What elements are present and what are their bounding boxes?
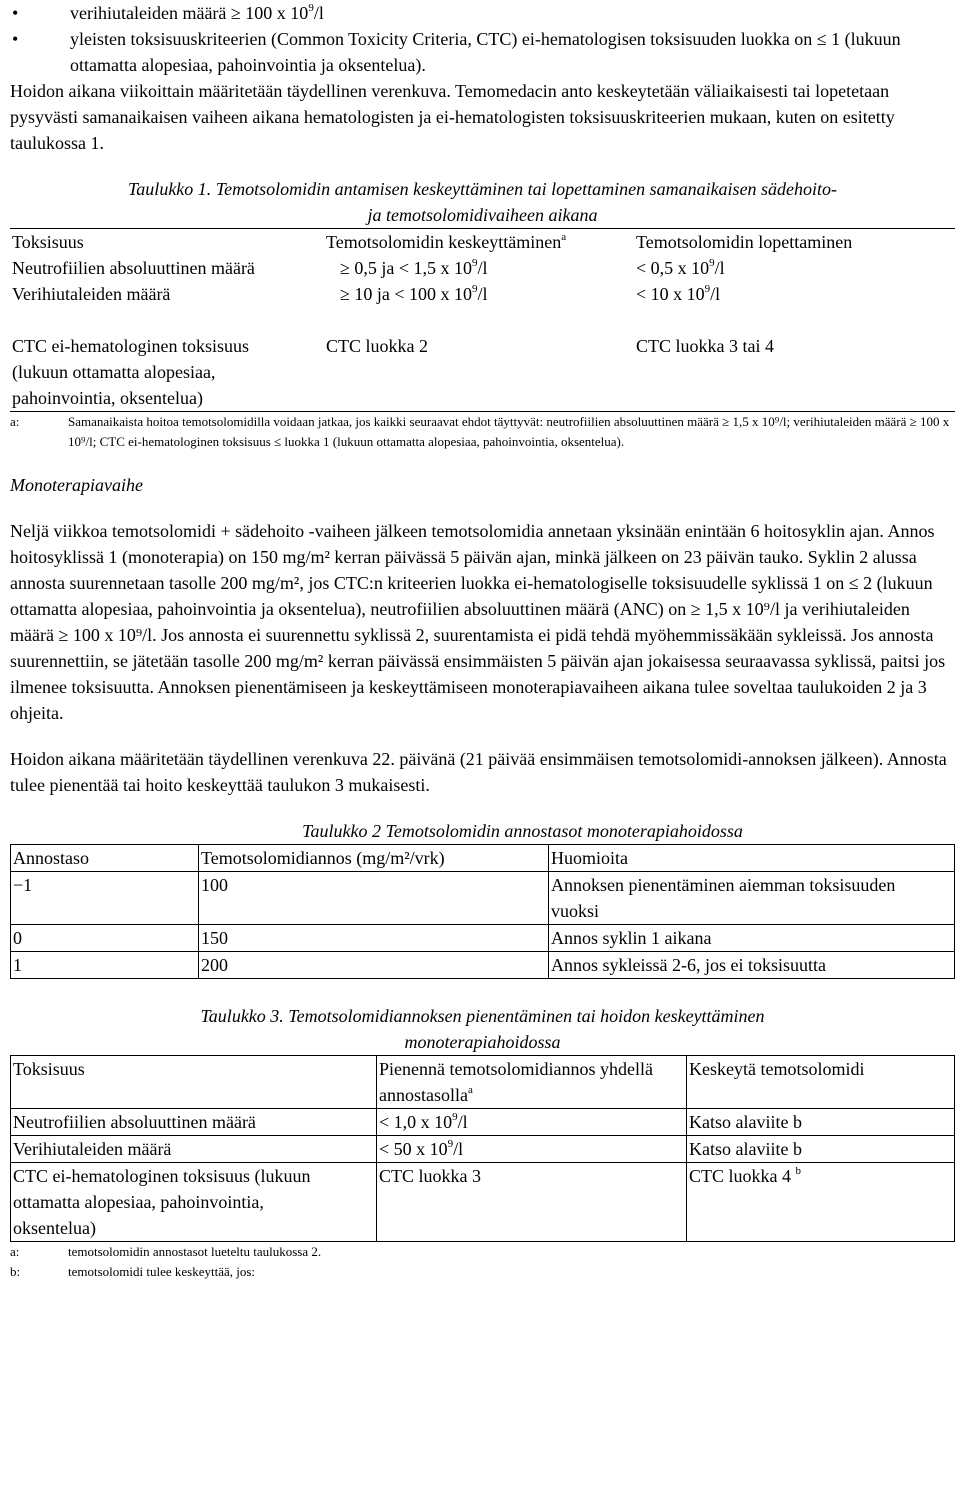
table3-header-row: Toksisuus Pienennä temotsolomidiannos yhdellä annostasolla$^a$ Keskeytä temotsolomidi	[11, 1056, 955, 1109]
table-row: Verihiutaleiden määrä ≥ 10 ja < 100 x $10^9/l$ < 10 x $10^9/l$	[12, 283, 721, 304]
table2-caption: Taulukko 2 Temotsolomidin annostasot monoterapiahoidossa	[302, 821, 743, 841]
table1-header-row: Toksisuus Temotsolomidin keskeyttäminen$^a$ Temotsolomidin lopettaminen	[12, 231, 853, 252]
monotherapy-paragraph-1: Neljä viikkoa temotsolomidi + sädehoito -vaiheen jälkeen temotsolomidia annetaan yksinään enintään 6 hoitosyklin ajan. Annos hoitosyklissä 1 (monoterapia) on 150 mg/m² kerran päivässä 5 päivän ajan, minkä jälkeen on 23 päivän tauko. Syklin 2 alussa annosta suurennetaan tasolle 200 mg/m², jos CTC:n kriteerien luokka ei-hematologiselle toksisuudelle syklissä 1 on ≤ 2 (lukuun ottamatta alopesiaa, pahoinvointia ja oksentelua), neutrofiilien absoluuttinen määrä (ANC) on ≥ 1,5 x 10⁹/l ja verihiutaleiden määrä ≥ 100 x 10⁹/l. Jos annosta ei suurennettu syklissä 2, suurentamista ei pidä tehdä myöhemmissäkään sykleissä. Jos annosta suurennettiin, se jätetään tasolle 200 mg/m² kerran päivässä ensimmäisten 5 päivän ajan jokaisessa seuraavassa syklissä, paitsi jos ilmenee toksisuutta. Annoksen pienentämiseen ja keskeyttämiseen monoterapiavaiheen aikana tulee soveltaa taulukoiden 2 ja 3 ohjeita.	[10, 521, 946, 723]
table-row: 0 150 Annos syklin 1 aikana	[11, 925, 955, 952]
bullet-ctc: • yleisten toksisuuskriteerien (Common Toxicity Criteria, CTC) ei-hematologisen toksisuuden luokka on ≤ 1 (lukuun ottamatta alopesiaa, pahoinvointia ja oksentelua).	[10, 26, 955, 78]
table1-footnote: a: Samanaikaista hoitoa temotsolomidilla voidaan jatkaa, jos kaikki seuraavat ehdot täyttyvät: neutrofiilien absoluuttinen määrä ≥ 1,5 x 10⁹/l; verihiutaleiden määrä ≥ 100 x 10⁹/l; CTC ei-hematologinen toksisuus ≤ luokka 1 (lukuun ottamatta alopesiaa, pahoinvointia, oksentelua).	[10, 414, 950, 449]
table-row: CTC ei-hematologinen toksisuus (lukuun ottamatta alopesiaa, pahoinvointia, oksentelua) CTC luokka 3 CTC luokka 4 $^b$	[11, 1163, 955, 1242]
table1-caption: Taulukko 1. Temotsolomidin antamisen keskeyttäminen tai lopettaminen samanaikaisen sädehoito- ja temotsolomidivaiheen aikana	[127, 179, 838, 225]
table2	[10, 844, 955, 979]
monotherapy-heading: Monoterapiavaihe	[10, 475, 143, 495]
intro-paragraph: Hoidon aikana viikoittain määritetään täydellinen verenkuva. Temomedacin anto keskeytetään väliaikaisesti tai lopetetaan pysyvästi samanaikaisen vaiheen aikana hematologisten ja ei-hematologisten toksisuuskriteerien mukaan, kuten on esitetty taulukossa 1.	[10, 81, 895, 153]
table-row: −1 100 Annoksen pienentäminen aiemman toksisuuden vuoksi	[11, 872, 955, 925]
table3-footnote-b: b: temotsolomidi tulee keskeyttää, jos:	[10, 1264, 256, 1279]
table-row: CTC ei-hematologinen toksisuus (lukuun ottamatta alopesiaa, pahoinvointia, oksentelua) CTC luokka 2 CTC luokka 3 tai 4	[12, 336, 774, 408]
table3-footnote-a: a: temotsolomidin annostasot lueteltu taulukossa 2.	[10, 1244, 322, 1259]
table3-caption: Taulukko 3. Temotsolomidiannoksen pienentäminen tai hoidon keskeyttäminen monoterapiahoidossa	[200, 1006, 765, 1052]
document-page	[10, 0, 955, 1282]
table-row: Neutrofiilien absoluuttinen määrä ≥ 0,5 ja < 1,5 x $10^9/l$ < 0,5 x $10^9/l$	[12, 257, 725, 278]
table2-header-row: Annostaso Temotsolomidiannos (mg/m²/vrk) Huomioita	[11, 845, 955, 872]
criteria-bullet-list	[10, 0, 955, 78]
table3	[10, 1055, 955, 1242]
monotherapy-paragraph-2: Hoidon aikana määritetään täydellinen verenkuva 22. päivänä (21 päivää ensimmäisen temotsolomidi-annoksen jälkeen). Annosta tulee pienentää tai hoito keskeyttää taulukon 3 mukaisesti.	[10, 749, 947, 795]
table-row: Verihiutaleiden määrä < 50 x $10^9/l$ Katso alaviite b	[11, 1136, 955, 1163]
bullet-platelets: • verihiutaleiden määrä ≥ 100 x $10^9/l$	[10, 0, 955, 26]
table-row: Neutrofiilien absoluuttinen määrä < 1,0 x $10^9/l$ Katso alaviite b	[11, 1109, 955, 1136]
table1	[10, 228, 955, 412]
table-row: 1 200 Annos sykleissä 2-6, jos ei toksisuutta	[11, 952, 955, 979]
